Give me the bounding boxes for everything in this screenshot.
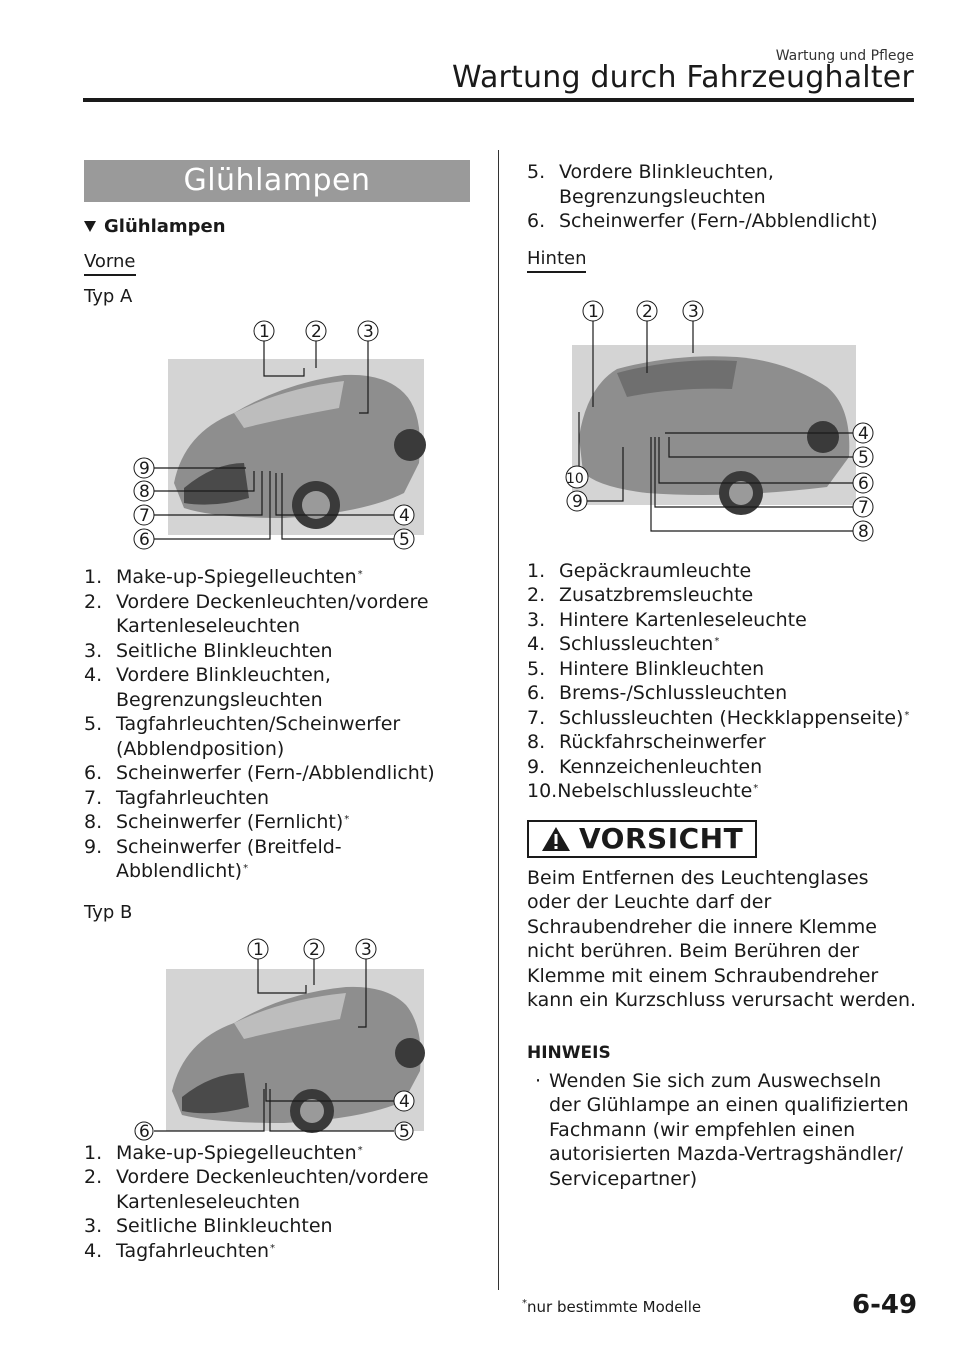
callout-7 (853, 497, 873, 518)
list-item: 6. Scheinwerfer (Fern-/Abblendlicht) (84, 762, 435, 784)
list-item: 8. Scheinwerfer (Fernlicht)* (84, 811, 350, 833)
list-item: 6. Scheinwerfer (Fern-/Abblendlicht) (527, 210, 878, 232)
callout-6 (134, 529, 154, 550)
column-divider (498, 150, 499, 1290)
right-column (527, 160, 917, 1191)
list-item: 2. Vordere Deckenleuchten/vordere Kartenleseleuchten (84, 1166, 429, 1213)
car-wheel-front (807, 421, 839, 453)
callout-8 (853, 521, 873, 542)
callout-1 (254, 321, 274, 342)
typeA-list (84, 565, 470, 884)
list-item: 7. Schlussleuchten (Heckklappenseite)* (527, 706, 910, 729)
car-wheel-rear (394, 429, 426, 461)
list-item: 5. Tagfahrleuchten/Scheinwerfer (Abblendposition) (84, 713, 401, 760)
svg-text:1: 1 (588, 301, 599, 322)
list-item: 9. Scheinwerfer (Breitfeld-Abblendlicht)* (84, 835, 342, 882)
svg-text:3: 3 (688, 301, 699, 322)
list-item: 10. Nebelschlussleuchte* (527, 780, 759, 802)
subsection-title (84, 216, 470, 237)
callout-2 (304, 939, 324, 960)
svg-text:4: 4 (399, 506, 410, 526)
list-item: 9. Kennzeichenleuchten (527, 755, 763, 778)
footnote: *nur bestimmte Modelle (522, 1298, 702, 1316)
rear-list (527, 559, 917, 804)
list-item: · Wenden Sie sich zum Auswechseln der Glühlampe an einen qualifizierten Fachmann (wir empfehlen einen autorisierten Mazda-Vertragshändler/ Servicepartner) (534, 1069, 909, 1190)
callout-3 (683, 301, 703, 322)
car-wheel-rim (300, 1099, 324, 1123)
chapter-title: Wartung und Pflege (775, 48, 914, 64)
svg-text:9: 9 (139, 459, 150, 479)
svg-text:5: 5 (858, 447, 869, 468)
list-item: 1. Make-up-Spiegelleuchten* (84, 566, 363, 588)
svg-text:3: 3 (363, 322, 374, 342)
svg-text:2: 2 (642, 301, 653, 322)
svg-text:5: 5 (399, 1121, 410, 1141)
list-item: 3. Hintere Kartenleseleuchte (527, 608, 807, 631)
front-heading: Vorne (84, 251, 136, 276)
page-number: 6-49 (852, 1290, 918, 1320)
car-wheel-rear (395, 1038, 425, 1068)
callout-3 (356, 939, 376, 960)
left-column (84, 160, 470, 1263)
svg-text:1: 1 (253, 939, 264, 960)
callout-9 (134, 458, 154, 479)
subsection-title-text: Glühlampen (104, 216, 226, 237)
list-item: 4. Vordere Blinkleuchten, Begrenzungsleuchten (84, 664, 331, 711)
warning-triangle-icon (541, 826, 571, 852)
svg-text:10: 10 (566, 470, 584, 487)
list-item: 8. Rückfahrscheinwerfer (527, 731, 766, 753)
svg-text:1: 1 (259, 322, 270, 342)
callout-5 (395, 1122, 413, 1141)
callout-3 (358, 321, 378, 342)
typeB-label: Typ B (84, 901, 133, 923)
svg-text:6: 6 (858, 473, 869, 494)
note-label: HINWEIS (527, 1042, 611, 1063)
callout-1 (583, 301, 603, 322)
typeA-label: Typ A (84, 286, 133, 307)
figure-front-typeB (84, 931, 470, 1141)
list-item: 6. Brems-/Schlussleuchten (527, 682, 788, 704)
svg-text:5: 5 (399, 530, 410, 550)
list-item: 7. Tagfahrleuchten (84, 786, 270, 809)
svg-text:7: 7 (858, 497, 869, 518)
callout-5 (394, 529, 414, 550)
svg-text:2: 2 (309, 939, 320, 960)
svg-text:6: 6 (139, 530, 150, 550)
callout-10 (566, 466, 588, 488)
callout-6 (135, 1122, 153, 1141)
callout-8 (134, 481, 154, 502)
svg-text:8: 8 (139, 482, 150, 502)
caution-header (527, 820, 917, 858)
list-item: 2. Vordere Deckenleuchten/vordere Kartenleseleuchten (84, 590, 429, 637)
callout-7 (134, 505, 154, 526)
list-item: 2. Zusatzbremsleuchte (527, 584, 754, 606)
svg-text:9: 9 (572, 491, 583, 512)
callout-9 (567, 491, 587, 512)
svg-text:4: 4 (399, 1091, 410, 1112)
list-item: 3. Seitliche Blinkleuchten (84, 639, 333, 662)
typeB-list (84, 1141, 470, 1264)
callout-2 (306, 321, 326, 342)
header-rule (83, 98, 914, 102)
list-item: 3. Seitliche Blinkleuchten (84, 1215, 333, 1237)
rear-heading: Hinten (527, 248, 586, 273)
car-wheel-rim (729, 481, 753, 505)
callout-1 (248, 939, 268, 960)
typeB-list-continued (527, 160, 917, 234)
svg-text:3: 3 (361, 939, 372, 960)
list-item: 5. Vordere Blinkleuchten, Begrenzungsleuchten (527, 161, 774, 208)
figure-rear (527, 287, 917, 557)
list-item: 4. Tagfahrleuchten* (84, 1239, 276, 1262)
svg-text:8: 8 (858, 521, 869, 542)
callout-2 (637, 301, 657, 322)
svg-text:7: 7 (139, 506, 150, 526)
list-item: 1. Gepäckraumleuchte (527, 559, 752, 582)
page-title: Wartung durch Fahrzeughalter (452, 60, 914, 95)
list-item: 4. Schlussleuchten* (527, 633, 720, 655)
caution-text: Beim Entfernen des Leuchtenglases oder der Leuchte darf der Schraubendreher die innere Klemme nicht berühren. Beim Berühren der Klemme mit einem Schraubendreher kann ein Kurzschluss verursacht werden. (527, 866, 917, 1011)
section-title: Glühlampen (84, 160, 470, 202)
note-list (527, 1069, 917, 1192)
list-item: 1. Make-up-Spiegelleuchten* (84, 1141, 363, 1164)
figure-front-typeA (84, 313, 470, 561)
svg-text:2: 2 (311, 322, 322, 342)
triangle-marker-icon (84, 221, 96, 232)
svg-text:6: 6 (139, 1121, 150, 1141)
caution-box (527, 820, 757, 858)
list-item: 5. Hintere Blinkleuchten (527, 657, 765, 680)
svg-text:4: 4 (858, 423, 869, 444)
caution-label: VORSICHT (579, 822, 744, 855)
